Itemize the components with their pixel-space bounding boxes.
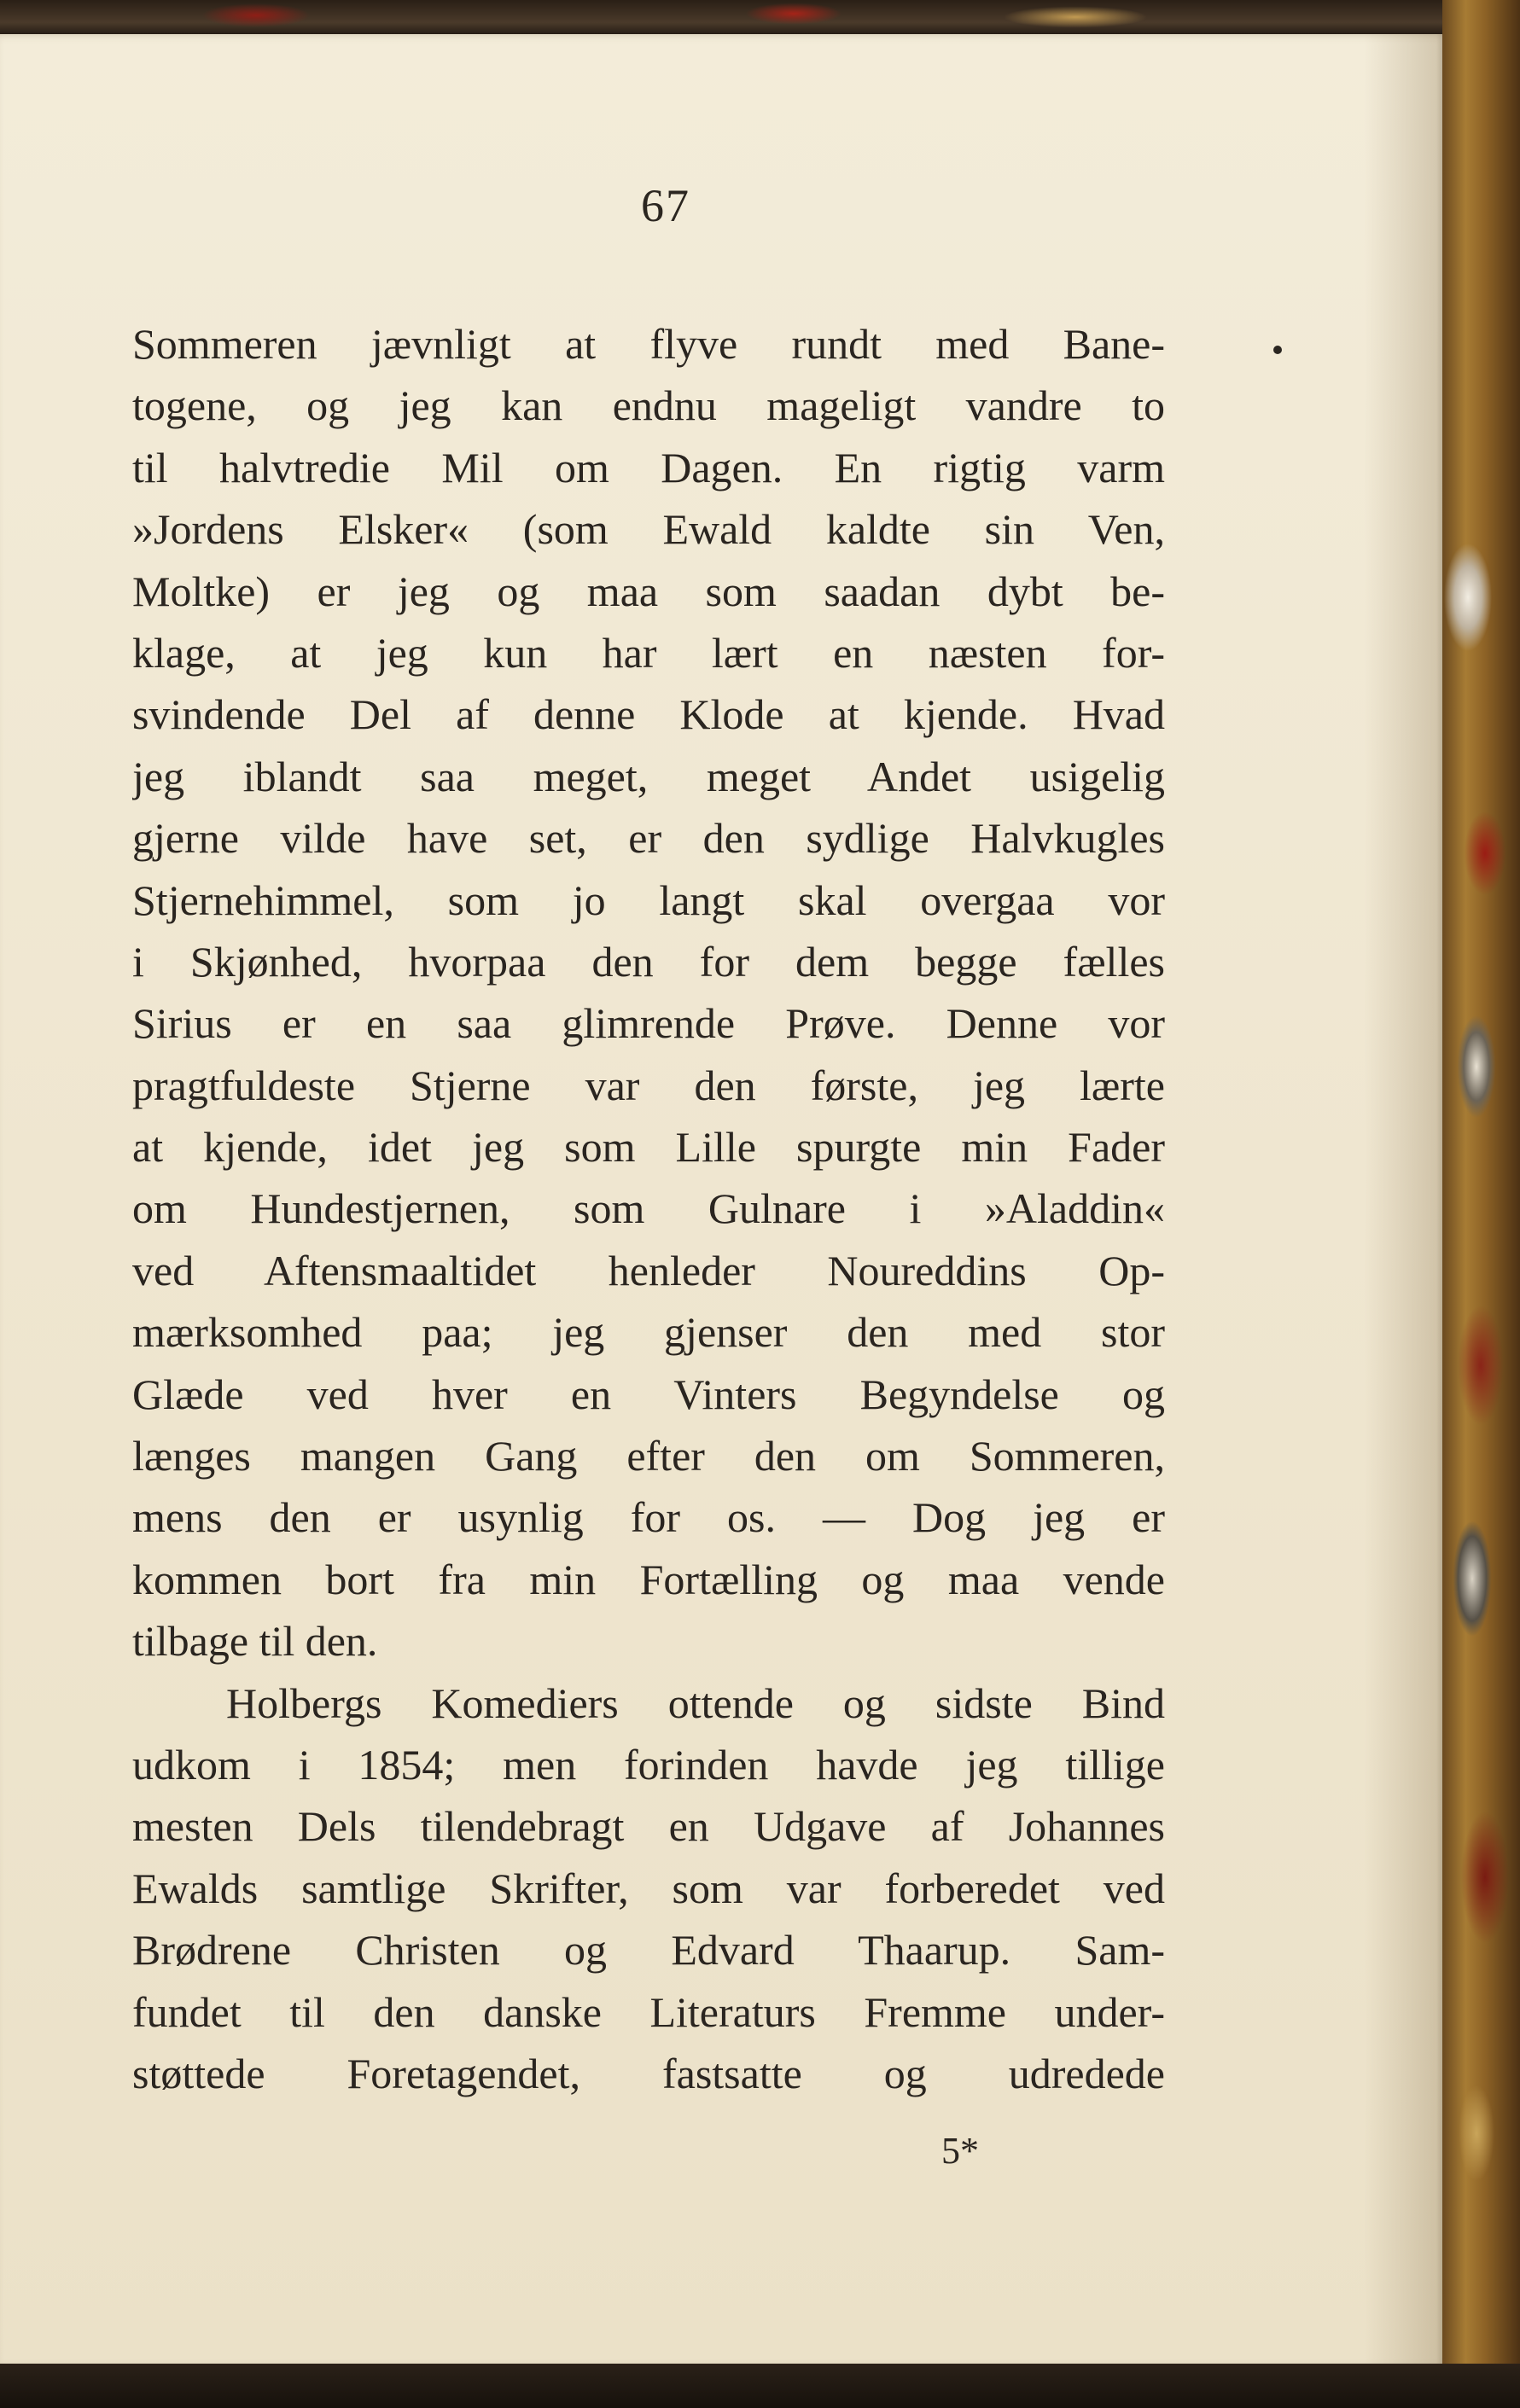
text-line: Glæde ved hver en Vinters Begyndelse og [132, 1370, 1165, 1418]
signature-mark: 5* [941, 2130, 979, 2172]
text-line: Stjernehimmel, som jo langt skal overgaa vor [132, 875, 1165, 924]
text-line: svindende Del af denne Klode at kjende. Hvad [132, 690, 1165, 739]
top-cover-edge [0, 0, 1520, 38]
text-line: jeg iblandt saa meget, meget Andet usigelig [132, 752, 1165, 800]
paragraph-end-line: tilbage til den. [132, 1617, 378, 1666]
text-line: »Jordens Elsker« (som Ewald kaldte sin Ven, [132, 505, 1165, 554]
text-line: Sommeren jævnligt at flyve rundt med Bane- [132, 320, 1165, 368]
text-line: fundet til den danske Literaturs Fremme under- [132, 1987, 1165, 2036]
text-line: mens den er usynlig for os. — Dog jeg er [132, 1493, 1165, 1542]
book-page [0, 34, 1451, 2368]
text-line: Moltke) er jeg og maa som saadan dybt be- [132, 567, 1165, 615]
text-line: ved Aftensmaaltidet henleder Noureddins Op- [132, 1246, 1165, 1294]
text-line: togene, og jeg kan endnu mageligt vandre to [132, 381, 1165, 430]
text-line: længes mangen Gang efter den om Sommeren, [132, 1432, 1165, 1480]
text-line: til halvtredie Mil om Dagen. En rigtig varm [132, 443, 1165, 491]
margin-mark [1273, 346, 1282, 354]
paragraph-start-line: Holbergs Komediers ottende og sidste Bind [226, 1678, 1165, 1727]
text-line: Ewalds samtlige Skrifter, som var forberedet ved [132, 1864, 1165, 1912]
text-line: kommen bort fra min Fortælling og maa vende [132, 1555, 1165, 1603]
text-line: at kjende, idet jeg som Lille spurgte min Fader [132, 1123, 1165, 1172]
text-line: pragtfuldeste Stjerne var den første, jeg lærte [132, 1061, 1165, 1109]
text-line: Brødrene Christen og Edvard Thaarup. Sam- [132, 1926, 1165, 1975]
bottom-cover-edge [0, 2364, 1520, 2408]
text-line: om Hundestjernen, som Gulnare i »Aladdin« [132, 1184, 1165, 1233]
marbled-cover-edge [1442, 0, 1520, 2408]
text-line: klage, at jeg kun har lært en næsten for- [132, 628, 1165, 677]
text-line: udkom i 1854; men forinden havde jeg tillige [132, 1740, 1165, 1789]
page-text [132, 313, 1165, 2104]
page-number: 67 [641, 180, 690, 231]
text-line: mærksomhed paa; jeg gjenser den med stor [132, 1308, 1165, 1357]
text-line: Sirius er en saa glimrende Prøve. Denne vor [132, 999, 1165, 1048]
text-line: støttede Foretagendet, fastsatte og udredede [132, 2049, 1165, 2097]
text-line: mesten Dels tilendebragt en Udgave af Johannes [132, 1802, 1165, 1851]
text-line: i Skjønhed, hvorpaa den for dem begge fælles [132, 937, 1165, 986]
text-line: gjerne vilde have set, er den sydlige Halvkugles [132, 814, 1165, 863]
